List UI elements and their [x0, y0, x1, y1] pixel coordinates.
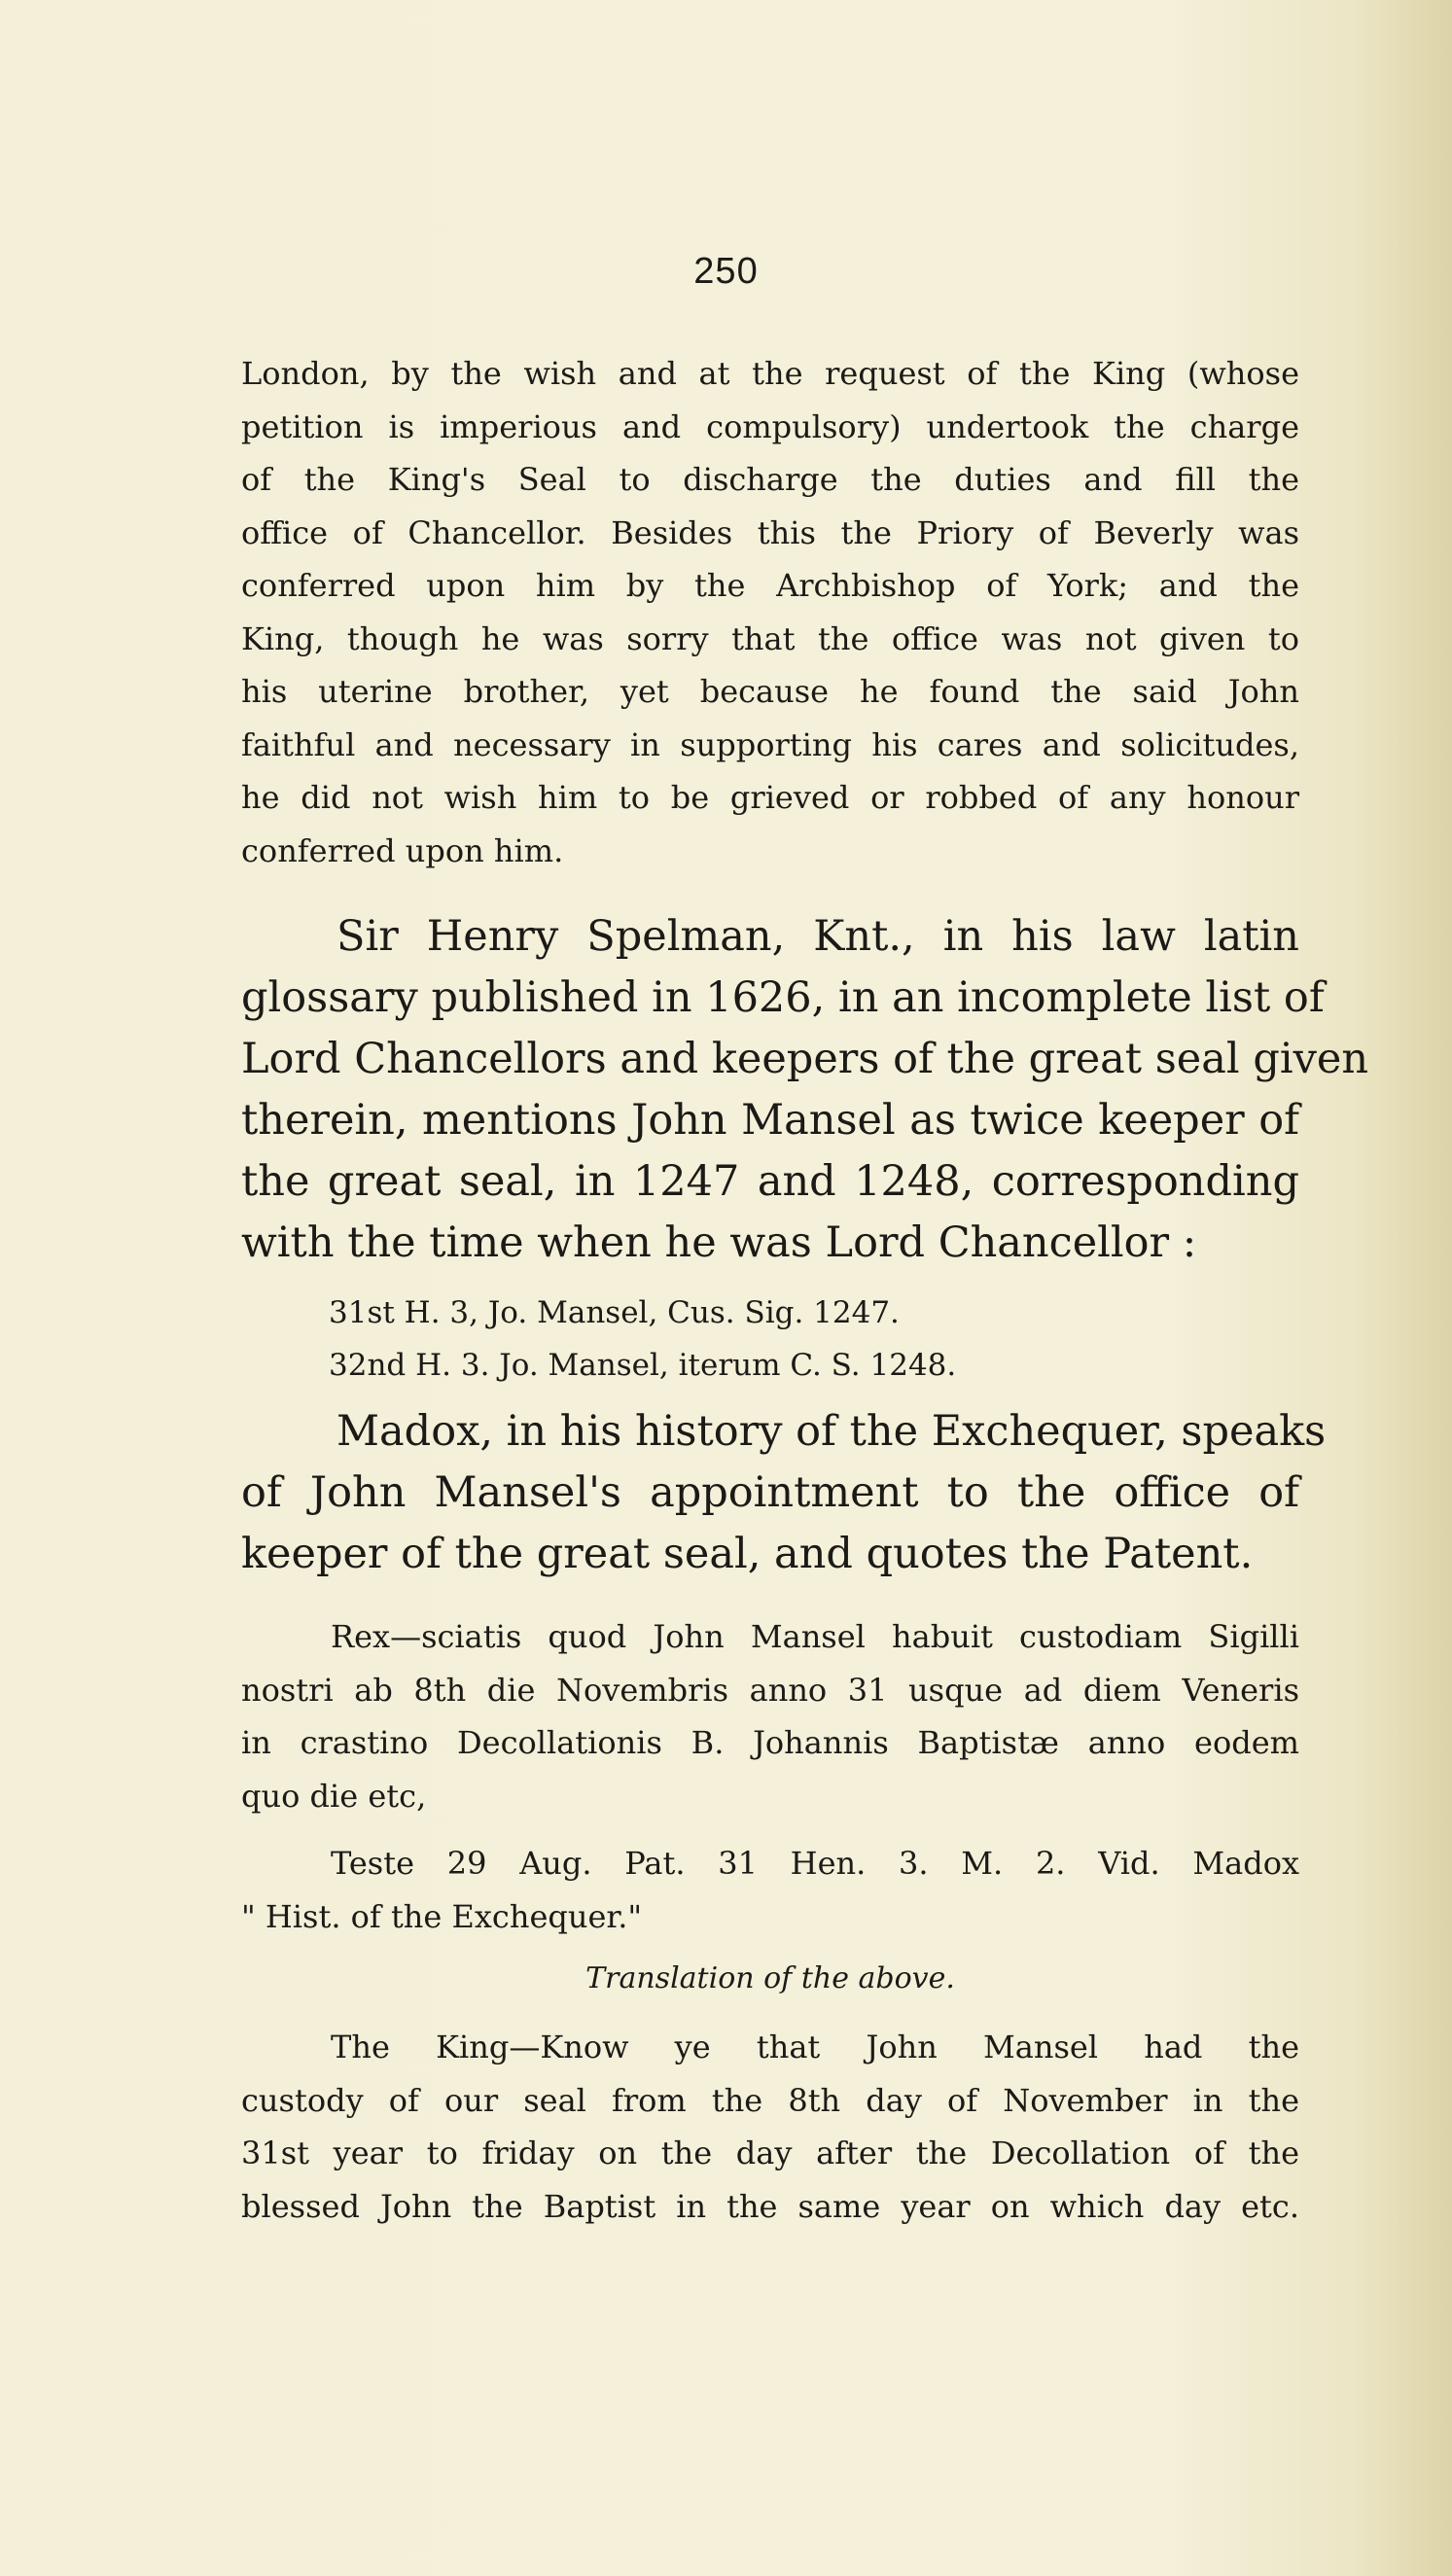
- translation-heading: Translation of the above.: [585, 1961, 955, 1995]
- text-line: in crastino Decollationis B. Johannis Baptistæ anno eodem: [241, 1724, 1299, 1761]
- text-line: blessed John the Baptist in the same year on which day etc.: [241, 2187, 1299, 2225]
- text-line: petition is imperious and compulsory) undertook the charge: [241, 407, 1299, 445]
- text-line: he did not wish him to be grieved or robbed of any honour: [241, 779, 1299, 816]
- text-line: his uterine brother, yet because he found the said John: [241, 673, 1299, 710]
- text-line: keeper of the great seal, and quotes the Patent.: [241, 1530, 1254, 1578]
- text-line: with the time when he was Lord Chancellor :: [241, 1218, 1197, 1267]
- text-line: " Hist. of the Exchequer.": [241, 1897, 643, 1935]
- text-line: nostri ab 8th die Novembris anno 31 usque ad diem Veneris: [241, 1671, 1299, 1709]
- text-line: therein, mentions John Mansel as twice keeper of: [241, 1096, 1299, 1145]
- text-line: King, though he was sorry that the office was not given to: [241, 619, 1299, 657]
- text-line: the great seal, in 1247 and 1248, corresponding: [241, 1157, 1299, 1206]
- text-line: custody of our seal from the 8th day of November in the: [241, 2081, 1299, 2119]
- text-line: Rex—sciatis quod John Mansel habuit custodiam Sigilli: [331, 1618, 1299, 1655]
- text-line: of the King's Seal to discharge the duties and fill the: [241, 461, 1299, 498]
- text-line: quo die etc,: [241, 1777, 427, 1815]
- text-line: office of Chancellor. Besides this the Priory of Beverly was: [241, 513, 1299, 551]
- page-number: 250: [693, 251, 759, 292]
- text-line: conferred upon him by the Archbishop of York; and the: [241, 567, 1299, 604]
- text-line: Sir Henry Spelman, Knt., in his law latin: [336, 912, 1299, 961]
- paragraph-madox: [241, 1401, 1327, 1585]
- text-line: The King—Know ye that John Mansel had the: [331, 2029, 1299, 2065]
- text-line: glossary published in 1626, in an incomplete list of: [241, 973, 1325, 1022]
- text-line: of John Mansel's appointment to the office of: [241, 1468, 1299, 1517]
- text-line: faithful and necessary in supporting his cares and solicitudes,: [241, 725, 1299, 763]
- text-line: Teste 29 Aug. Pat. 31 Hen. 3. M. 2. Vid. Madox: [331, 1845, 1299, 1882]
- text-line: London, by the wish and at the request of the King (whose: [241, 355, 1299, 392]
- text-line: Lord Chancellors and keepers of the great seal given: [241, 1035, 1369, 1083]
- text-line: conferred upon him.: [241, 831, 564, 869]
- citation-line: 32nd H. 3. Jo. Mansel, iterum C. S. 1248.: [329, 1348, 957, 1383]
- citation-line: 31st H. 3, Jo. Mansel, Cus. Sig. 1247.: [329, 1295, 900, 1330]
- text-line: Madox, in his history of the Exchequer, speaks: [336, 1407, 1327, 1456]
- citation-list: [241, 1287, 1299, 1392]
- teste-reference: [241, 1837, 1299, 1943]
- paragraph-continuation: [241, 347, 1299, 877]
- latin-quote: [241, 1610, 1299, 1822]
- text-line: 31st year to friday on the day after the Decollation of the: [241, 2135, 1299, 2171]
- paragraph-spelman: [241, 906, 1369, 1274]
- translation-paragraph: [241, 2021, 1299, 2233]
